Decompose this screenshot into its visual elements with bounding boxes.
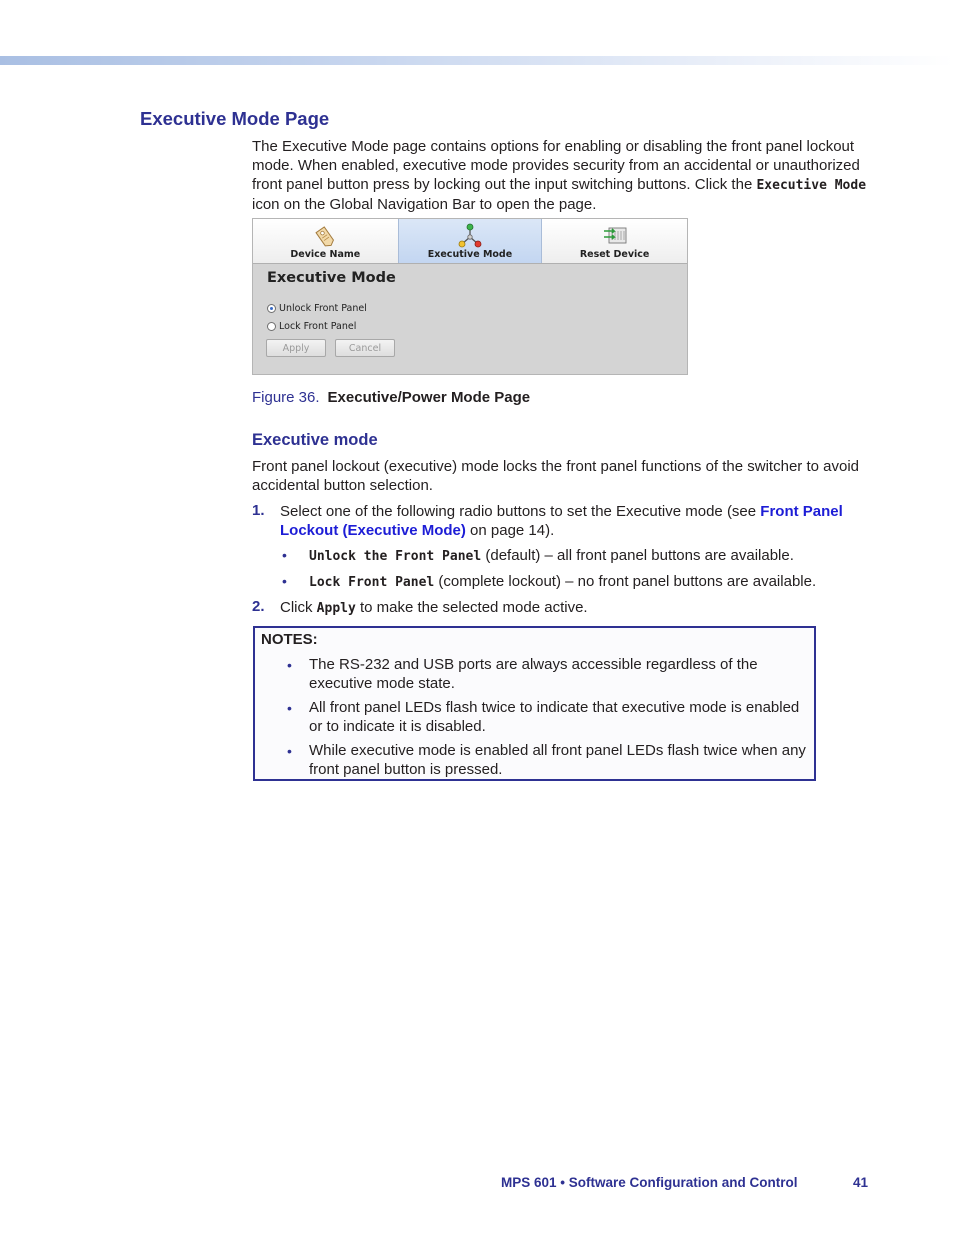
- step-2-post: to make the selected mode active.: [355, 599, 588, 616]
- tag-icon: [312, 222, 338, 248]
- bullet-lock: [309, 572, 869, 592]
- nav-label-executive-mode: Executive Mode: [427, 249, 513, 260]
- apply-button[interactable]: Apply: [266, 339, 326, 357]
- bullet-unlock: [309, 546, 869, 566]
- step-1-pre: Select one of the following radio buttons to set the Executive mode (see: [280, 503, 761, 520]
- intro-text-2: icon on the Global Navigation Bar to open the page.: [252, 196, 597, 213]
- executive-mode-screenshot: [252, 218, 688, 375]
- section-title: Executive Mode Page: [140, 108, 330, 129]
- cancel-button[interactable]: Cancel: [335, 339, 395, 357]
- note-bullet: •: [287, 700, 292, 716]
- subsection-title: Executive mode: [252, 431, 378, 449]
- subsection-intro: Front panel lockout (executive) mode locks the front panel functions of the switcher to avoid accidental button selection.: [252, 458, 859, 494]
- global-navigation-bar: [253, 219, 687, 264]
- radio-label: Lock Front Panel: [279, 321, 357, 332]
- intro-paragraph: [252, 137, 872, 214]
- front-panel-lockout-link[interactable]: Front Panel Lockout (Executive Mode): [280, 503, 843, 539]
- radio-label: Unlock Front Panel: [279, 303, 367, 314]
- radio-unlock-front-panel[interactable]: [267, 303, 367, 314]
- radio-button[interactable]: [267, 322, 276, 331]
- nav-label-device-name: Device Name: [290, 249, 361, 260]
- note-item: The RS-232 and USB ports are always accessible regardless of the executive mode state.: [309, 656, 758, 692]
- notes-title: NOTES:: [261, 631, 318, 648]
- figure-caption: [252, 389, 530, 406]
- notes-box: [253, 626, 816, 781]
- bullet-text: (default) – all front panel buttons are available.: [481, 547, 794, 564]
- reset-device-icon: [602, 222, 628, 248]
- step-2-text: [280, 598, 870, 618]
- radio-lock-front-panel[interactable]: [267, 321, 356, 332]
- radio-button-selected[interactable]: [267, 304, 276, 313]
- intro-code: Executive Mode: [756, 178, 867, 193]
- header-gradient-bar: [0, 56, 954, 65]
- figure-title: Executive/Power Mode Page: [327, 389, 531, 406]
- apply-code: Apply: [316, 601, 356, 616]
- step-1-text: [280, 502, 870, 540]
- note-item: All front panel LEDs flash twice to indicate that executive mode is enabled or to indicate it is disabled.: [309, 699, 800, 735]
- bullet-glyph: •: [282, 573, 287, 589]
- nav-item-reset-device[interactable]: [542, 219, 687, 263]
- step-number-2: 2.: [252, 598, 265, 615]
- step-2-pre: Click: [280, 599, 317, 616]
- nav-label-reset-device: Reset Device: [579, 249, 650, 260]
- note-bullet: •: [287, 657, 292, 673]
- figure-number: Figure 36.: [252, 389, 320, 406]
- note-item: While executive mode is enabled all front panel LEDs flash twice when any front panel button is pressed.: [309, 742, 806, 778]
- step-1-post: on page 14).: [465, 522, 555, 539]
- bullet-glyph: •: [282, 547, 287, 563]
- note-bullet: •: [287, 743, 292, 759]
- footer-document-title: MPS 601 • Software Configuration and Control: [501, 1175, 798, 1190]
- nav-item-device-name[interactable]: [253, 219, 398, 263]
- bullet-text: (complete lockout) – no front panel buttons are available.: [434, 573, 817, 590]
- step-number-1: 1.: [252, 502, 265, 519]
- footer-page-number: 41: [853, 1175, 869, 1190]
- nav-item-executive-mode[interactable]: [398, 219, 543, 263]
- intro-text-1: The Executive Mode page contains options for enabling or disabling the front panel lockout mode. When enabled, executive mode provides security from an accidental or unauthorized front panel button press by locking out the input switching buttons. Click the: [252, 138, 860, 193]
- bullet-code: Lock Front Panel: [309, 575, 435, 590]
- screenshot-title: Executive Mode: [267, 270, 396, 286]
- bullet-code: Unlock the Front Panel: [309, 549, 482, 564]
- network-nodes-icon: [457, 222, 483, 248]
